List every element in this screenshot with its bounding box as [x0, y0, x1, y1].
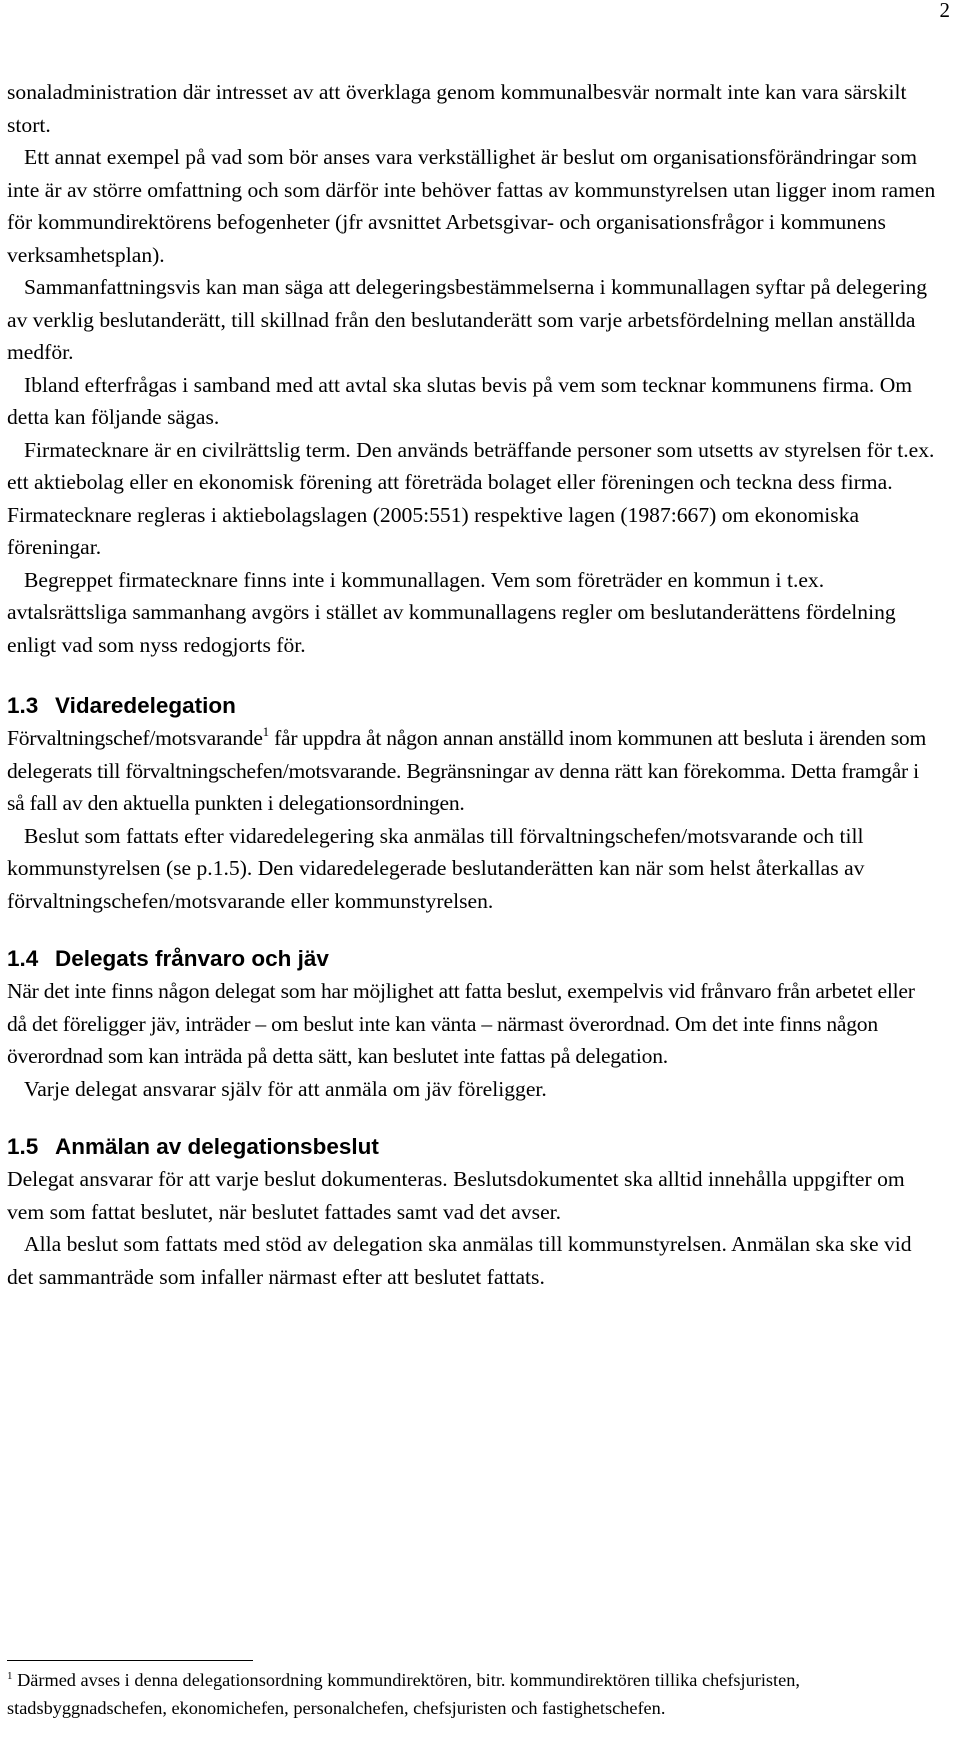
footnote-text: Därmed avses i denna delegationsordning kommundirektören, bitr. kommundirektören tillika chefsjuristen, stadsbyggnadschefen, ekonomichefen, personalchefen, chefsjuristen och fastighetschefen. [7, 1670, 800, 1718]
section-number: 1.3 [7, 693, 39, 718]
paragraph: Sammanfattningsvis kan man säga att delegeringsbestämmelserna i kommunallagen syftar på delegering av verklig beslutanderätt, till skillnad från den beslutanderätt som varje arbetsfördelning mellan anställda medför. [7, 275, 928, 364]
paragraph: Alla beslut som fattats med stöd av delegation ska anmälas till kommunstyrelsen. Anmälan ska ske vid det sammanträde som infaller närmast efter att beslutet fattats. [7, 1232, 912, 1289]
paragraph: Begreppet firmatecknare finns inte i kommunallagen. Vem som företräder en kommun i t.ex. avtalsrättsliga sammanhang avgörs i stället av kommunallagens regler om beslutanderättens fördelning enligt vad som nyss redogjorts för. [7, 567, 896, 657]
paragraph-text: Förvaltningschef/motsvarande [7, 726, 263, 750]
paragraph: Delegat ansvarar för att varje beslut dokumenteras. Beslutsdokumentet ska alltid innehålla uppgifter om vem som fattat beslutet, när beslutet fattades samt vad det avser. [7, 1167, 905, 1224]
paragraph: Ett annat exempel på vad som bör anses vara verkställighet är beslut om organisationsförändringar som inte är av större omfattning och som därför inte behöver fattas av kommunstyrelsen utan ligger inom ramen för kommundirektörens befogenheter (jfr avsnittet Arbetsgivar- och organisationsfrågor i kommunens verksamhetsplan). [7, 145, 936, 267]
footnote-marker: 1 [7, 1670, 13, 1682]
footnote-divider [7, 1660, 253, 1661]
footnote [7, 1666, 937, 1722]
page-number: 2 [939, 0, 950, 22]
section-heading-1-5 [7, 1131, 937, 1163]
paragraph-text: får uppdra åt någon annan anställd inom kommunen att besluta i ärenden som delegerats till förvaltningschefen/motsvarande. Begränsningar av denna rätt kan förekomma. Detta framgår i så fall av den aktuella punkten i delegationsordningen. [7, 726, 926, 815]
paragraph: Beslut som fattats efter vidaredelegering ska anmälas till förvaltningschefen/motsvarande och till kommunstyrelsen (se p.1.5). Den vidaredelegerade beslutanderätten kan när som helst återkallas av förvaltningschefen/motsvarande eller kommunstyrelsen. [7, 823, 865, 913]
paragraph [7, 722, 937, 820]
document-body [7, 76, 937, 1293]
paragraph: sonaladministration där intresset av att överklaga genom kommunalbesvär normalt inte kan vara särskilt stort. [7, 80, 907, 137]
section-title: Delegats frånvaro och jäv [55, 946, 329, 971]
paragraph: Varje delegat ansvarar själv för att anmäla om jäv föreligger. [24, 1076, 547, 1101]
paragraph: När det inte finns någon delegat som har möjlighet att fatta beslut, exempelvis vid frånvaro från arbetet eller då det föreligger jäv, inträder – om beslut inte kan vänta – närmast överordnad. Om det inte finns någon överordnad som kan inträda på detta sätt, kan beslutet inte fattas på delegation. [7, 979, 915, 1068]
paragraph: Firmatecknare är en civilrättslig term. Den används beträffande personer som utsetts av styrelsen för t.ex. ett aktiebolag eller en ekonomisk förening att företräda bolaget eller föreningen och teckna dess firma. Firmatecknare regleras i aktiebolagslagen (2005:551) respektive lagen (1987:667) om ekonomiska föreningar. [7, 437, 935, 559]
section-number: 1.5 [7, 1134, 39, 1159]
section-title: Vidaredelegation [55, 693, 236, 718]
section-title: Anmälan av delegationsbeslut [55, 1134, 379, 1159]
section-number: 1.4 [7, 946, 39, 971]
paragraph: Ibland efterfrågas i samband med att avtal ska slutas bevis på vem som tecknar kommunens firma. Om detta kan följande sägas. [7, 372, 913, 429]
section-heading-1-4 [7, 943, 937, 975]
section-heading-1-3 [7, 690, 937, 722]
footnote-ref: 1 [262, 724, 269, 739]
